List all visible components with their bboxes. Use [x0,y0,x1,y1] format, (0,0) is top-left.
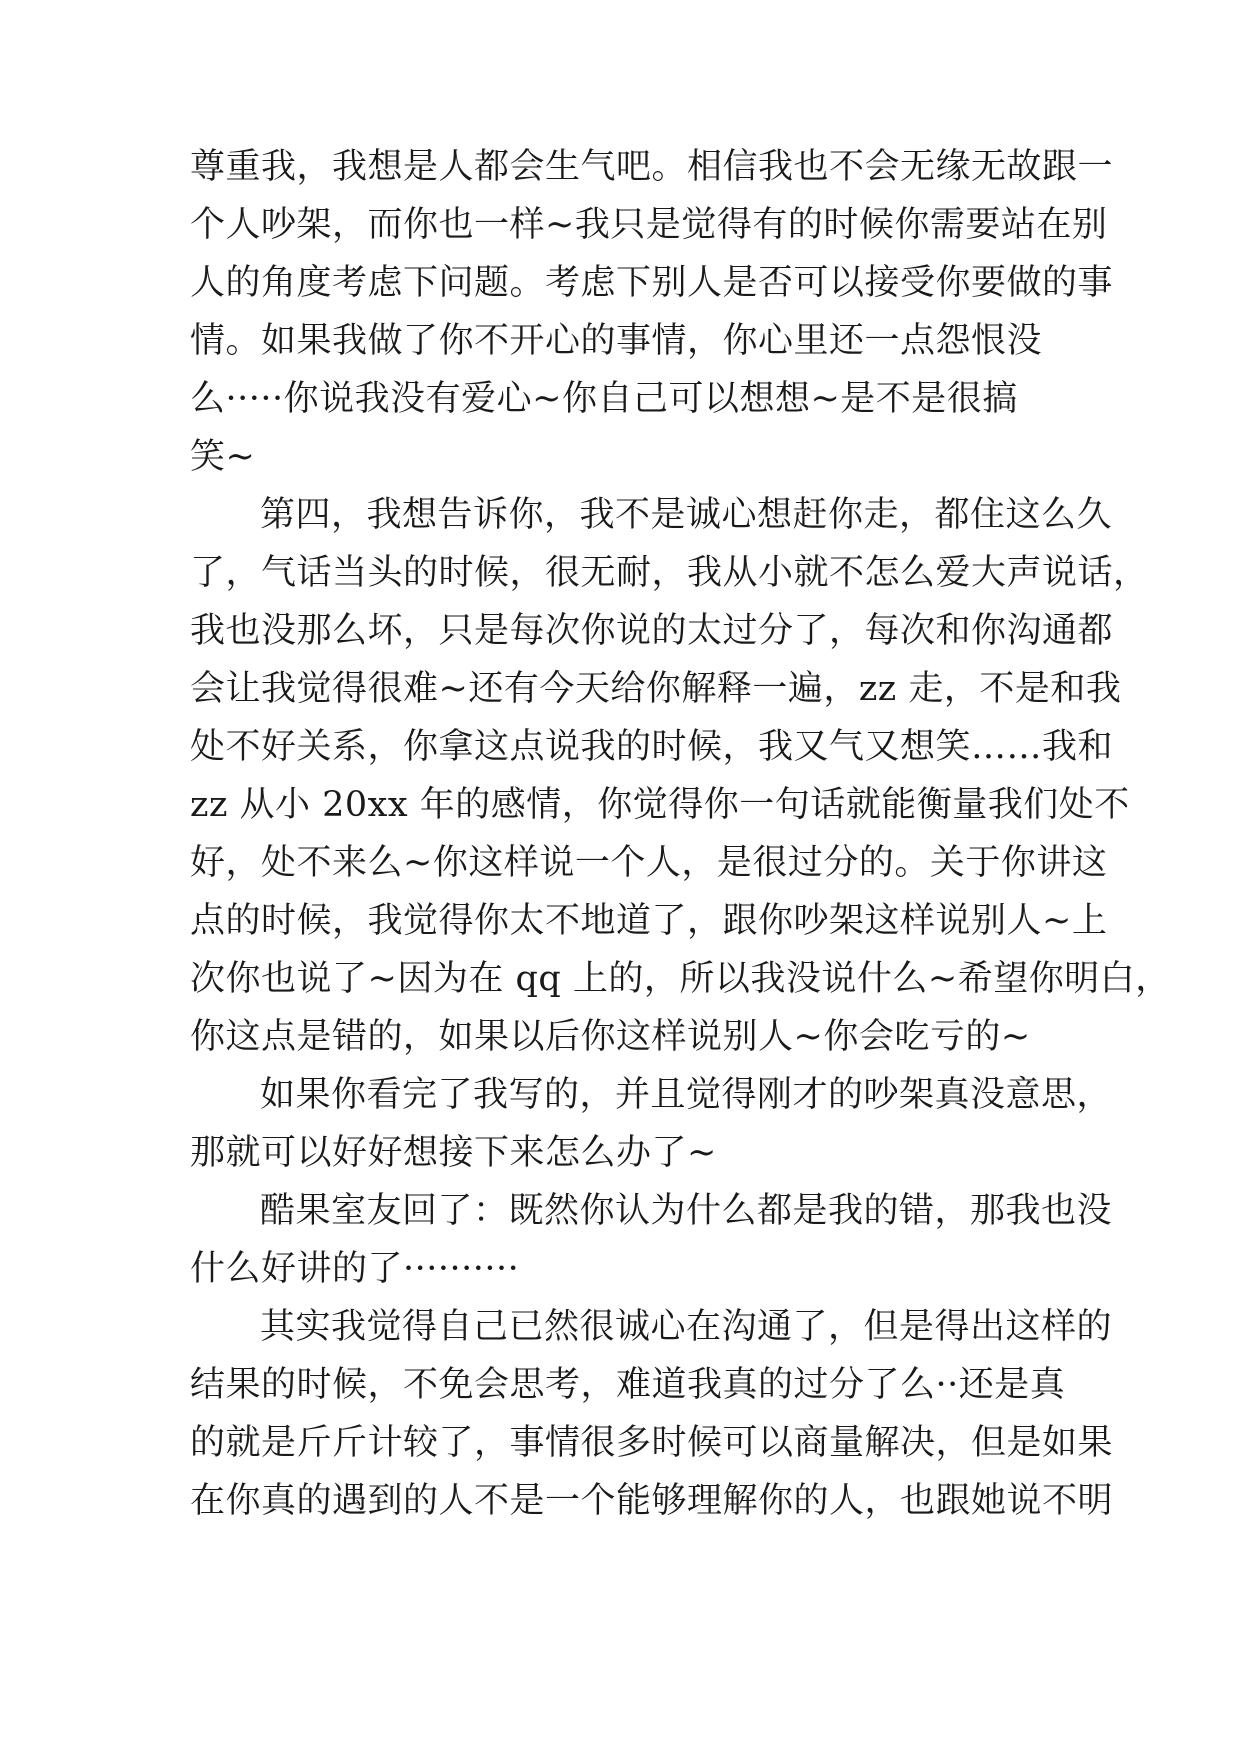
text-line: 好，处不来么~你这样说一个人，是很过分的。关于你讲这 [190,843,1108,883]
text-line: 个人吵架，而你也一样~我只是觉得有的时候你需要站在别 [190,205,1108,245]
text-line: 什么好讲的了·········· [190,1249,520,1289]
text-line: 那就可以好好想接下来怎么办了~ [190,1133,717,1173]
text-line: 处不好关系，你拿这点说我的时候，我又气又想笑……我和 [190,727,1114,767]
text-line: 么·····你说我没有爱心~你自己可以想想~是不是很搞 [190,379,1018,419]
text-line: 会让我觉得很难~还有今天给你解释一遍，zz 走，不是和我 [190,669,1122,709]
text-line: 酷果室友回了：既然你认为什么都是我的错，那我也没 [260,1191,1113,1231]
text-line: 第四，我想告诉你，我不是诚心想赶你走，都住这么久 [260,495,1113,535]
text-line: 结果的时候，不免会思考，难道我真的过分了么··还是真 [190,1365,1066,1405]
body-text [190,138,1171,1530]
text-line: 的就是斤斤计较了，事情很多时候可以商量解决，但是如果 [190,1423,1114,1463]
text-line: 如果你看完了我写的，并且觉得刚才的吵架真没意思， [260,1075,1113,1115]
text-line: 次你也说了~因为在 qq 上的，所以我没说什么~希望你明白， [190,959,1171,999]
text-line: 了，气话当头的时候，很无耐，我从小就不怎么爱大声说话， [190,553,1149,593]
text-line: 我也没那么坏，只是每次你说的太过分了，每次和你沟通都 [190,611,1114,651]
text-line: 尊重我，我想是人都会生气吧。相信我也不会无缘无故跟一 [190,147,1114,187]
text-line: 点的时候，我觉得你太不地道了，跟你吵架这样说别人~上 [190,901,1108,941]
text-line: zz 从小 20xx 年的感情，你觉得你一句话就能衡量我们处不 [190,785,1130,825]
text-line: 情。如果我做了你不开心的事情，你心里还一点怨恨没 [190,321,1043,361]
text-line: 笑~ [190,437,256,477]
text-line: 其实我觉得自己已然很诚心在沟通了，但是得出这样的 [260,1307,1113,1347]
text-line: 在你真的遇到的人不是一个能够理解你的人，也跟她说不明 [190,1481,1114,1521]
text-line: 你这点是错的，如果以后你这样说别人~你会吃亏的~ [190,1017,1031,1057]
text-line: 人的角度考虑下问题。考虑下别人是否可以接受你要做的事 [190,263,1114,303]
